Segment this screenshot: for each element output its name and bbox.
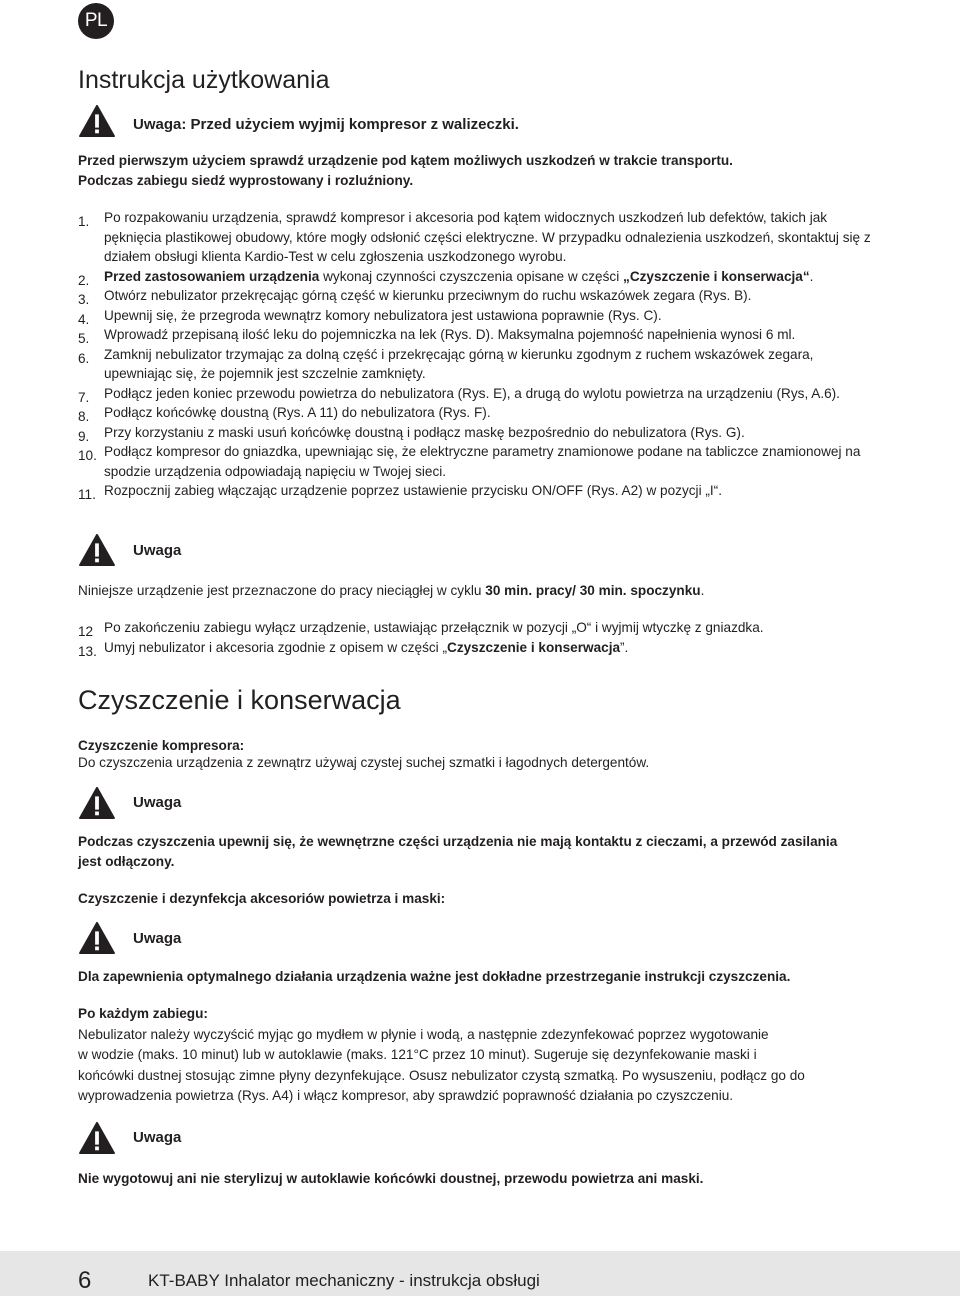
- step-number: 8.: [78, 409, 90, 424]
- duty-bold-text: 30 min. pracy/ 30 min. spoczynku: [485, 583, 701, 598]
- step-text: wykonaj czynności czyszczenia opisane w części: [319, 268, 624, 284]
- step-text: Podłącz kompresor do gniazdka, upewniając się, że elektryczne parametry znamionowe podane na tabliczce znamionowej na spodzie urządzenia odpowiadają napięciu w Twojej sieci.: [104, 444, 861, 479]
- warning-icon: [78, 104, 116, 138]
- paragraph: Do czyszczenia urządzenia z zewnątrz używaj czystej suchej szmatki i łagodnych detergentów.: [78, 755, 650, 770]
- language-badge: [78, 3, 114, 39]
- step-text: Otwórz nebulizator przekręcając górną część w kierunku przeciwnym do ruchu wskazówek zegara (Rys. B).: [104, 288, 752, 303]
- step-bold-text: Przed zastosowaniem urządzenia: [104, 268, 320, 284]
- subheading: Czyszczenie kompresora:: [78, 738, 245, 753]
- step-number: 12: [78, 624, 94, 639]
- bold-paragraph: Podczas czyszczenia upewnij się, że wewnętrzne części urządzenia nie mają kontaktu z cieczami, a przewód zasilania jest odłączony.: [78, 834, 838, 869]
- warning-text: Uwaga: [133, 794, 182, 811]
- list-item: [78, 638, 878, 658]
- step-text: ”.: [620, 639, 629, 655]
- step-text: Podłącz końcówkę doustną (Rys. A 11) do nebulizatora (Rys. F).: [104, 405, 491, 420]
- duty-text: Niniejsze urządzenie jest przeznaczone do pracy nieciągłej w cyklu: [78, 583, 486, 598]
- warning-icon: [78, 533, 116, 567]
- warning-icon: [78, 786, 116, 820]
- step-number: 1.: [78, 214, 90, 229]
- subheading: Po każdym zabiegu:: [78, 1006, 208, 1021]
- step-text: Wprowadź przepisaną ilość leku do pojemniczka na lek (Rys. D). Maksymalna pojemność napełnienia wynosi 6 ml.: [104, 327, 796, 342]
- list-item: [78, 423, 878, 443]
- step-text: .: [809, 268, 814, 284]
- step-text: Po zakończeniu zabiegu wyłącz urządzenie, ustawiając przełącznik w pozycji „O“ i wyjmij wtyczkę z gniazdka.: [104, 620, 764, 635]
- warning-text: Uwaga: [133, 1129, 182, 1146]
- step-number: 6.: [78, 350, 90, 366]
- step-number: 4.: [78, 311, 90, 327]
- paragraph-line: w wodzie (maks. 10 minut) lub w autoklawie (maks. 121°C przez 10 minut). Sugeruje się dezynfekowanie maski i: [78, 1047, 757, 1062]
- warning-text: Uwaga: Przed użyciem wyjmij kompresor z walizeczki.: [133, 116, 519, 133]
- warning-text: Uwaga: [133, 542, 182, 559]
- list-item: [78, 403, 878, 423]
- warning-text: Uwaga: [133, 930, 182, 947]
- page-number: 6: [78, 1267, 92, 1294]
- step-text: Umyj nebulizator i akcesoria zgodnie z opisem w części „: [104, 639, 447, 655]
- list-item: [78, 481, 878, 501]
- steps-list-2: [78, 618, 878, 657]
- list-item: [78, 267, 878, 287]
- step-number: 3.: [78, 292, 90, 307]
- paragraph-line: Nebulizator należy wyczyścić myjąc go mydłem w płynie i wodą, a następnie zdezynfekować poprzez wygotowanie: [78, 1027, 769, 1042]
- step-text: Przy korzystaniu z maski usuń końcówkę doustną i podłącz maskę bezpośrednio do nebulizatora (Rys. G).: [104, 424, 745, 440]
- step-text: Zamknij nebulizator trzymając za dolną część i przekręcając górną w kierunku zgodnym z ruchem wskazówek zegara, upewniając się, że pojemnik jest szczelnie zamknięty.: [104, 346, 814, 381]
- bold-paragraph: Nie wygotowuj ani nie sterylizuj w autoklawie końcówki doustnej, przewodu powietrza ani maski.: [78, 1171, 704, 1186]
- step-number: 10.: [78, 448, 97, 463]
- step-bold-text: „Czyszczenie i konserwacja“: [623, 268, 810, 284]
- step-text: Rozpocznij zabieg włączając urządzenie poprzez ustawienie przycisku ON/OFF (Rys. A2) w pozycji „I“.: [104, 483, 722, 498]
- intro-line: Podczas zabiegu siedź wyprostowany i rozluźniony.: [78, 173, 414, 188]
- list-item: [78, 384, 878, 404]
- paragraph-line: wyprowadzenia powietrza (Rys. A4) i włącz kompresor, aby sprawdzić poprawność działania po czyszczeniu.: [78, 1088, 734, 1103]
- footer-title: KT-BABY Inhalator mechaniczny - instrukcja obsługi: [148, 1271, 540, 1290]
- step-bold-text: Czyszczenie i konserwacja: [447, 639, 621, 655]
- list-item: [78, 618, 878, 638]
- section-title-cleaning: Czyszczenie i konserwacja: [78, 685, 401, 715]
- list-item: [78, 325, 878, 345]
- step-number: 11.: [78, 487, 96, 502]
- intro-line: Przed pierwszym użyciem sprawdź urządzenie pod kątem możliwych uszkodzeń w trakcie transportu.: [78, 153, 733, 168]
- step-number: 7.: [78, 389, 90, 405]
- warning-icon: [78, 921, 116, 955]
- step-number: 5.: [78, 331, 90, 346]
- section-title-usage: Instrukcja użytkowania: [78, 66, 330, 94]
- subheading: Czyszczenie i dezynfekcja akcesoriów powietrza i maski:: [78, 891, 446, 906]
- list-item: [78, 286, 878, 306]
- step-number: 9.: [78, 428, 90, 444]
- paragraph-line: końcówki dustnej stosując zimne płyny dezynfekujące. Osusz nebulizator czystą szmatką. Po wysuszeniu, podłącz go do: [78, 1068, 805, 1083]
- language-badge-label: PL: [84, 10, 108, 31]
- duty-cycle-note: [78, 581, 704, 601]
- list-item: [78, 208, 878, 267]
- step-number: 13.: [78, 643, 97, 659]
- duty-text: .: [700, 583, 705, 598]
- bold-paragraph: Dla zapewnienia optymalnego działania urządzenia ważne jest dokładne przestrzeganie instrukcji czyszczenia.: [78, 969, 791, 984]
- steps-list: [78, 208, 878, 501]
- step-text: Upewnij się, że przegroda wewnątrz komory nebulizatora jest ustawiona poprawnie (Rys. C).: [104, 307, 662, 323]
- list-item: [78, 345, 878, 384]
- list-item: [78, 306, 878, 326]
- warning-icon: [78, 1121, 116, 1155]
- step-number: 2.: [78, 272, 90, 288]
- step-text: Po rozpakowaniu urządzenia, sprawdź kompresor i akcesoria pod kątem widocznych uszkodzeń lub defektów, takich jak pęknięcia plastikowej obudowy, które mogły odsłonić części elektryczne. W przypadku odnalezienia uszkodzeń, skontaktuj się z działem obsługi klienta Kardio-Test w celu zgłoszenia uszkodzonego wyrobu.: [104, 210, 871, 264]
- step-text: Podłącz jeden koniec przewodu powietrza do nebulizatora (Rys. E), a drugą do wylotu powietrza na urządzeniu (Rys, A.6).: [104, 385, 840, 401]
- list-item: [78, 442, 878, 481]
